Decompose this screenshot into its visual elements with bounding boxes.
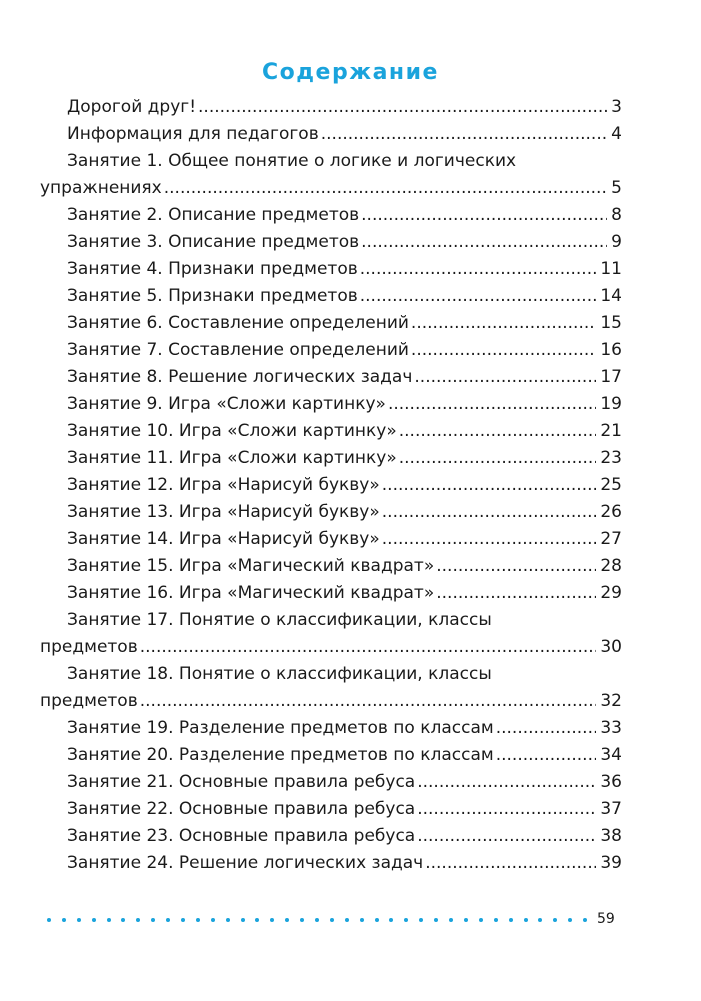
- footer-dot: [375, 918, 379, 922]
- dot-leader: [140, 688, 597, 714]
- toc-entry: [67, 499, 622, 525]
- toc-entry-title: Занятие 15. Игра «Магический квадрат»: [67, 556, 435, 576]
- toc-entry-page: 28: [600, 556, 622, 576]
- dot-leader: [496, 742, 597, 768]
- dot-leader: [140, 634, 597, 660]
- toc-entry: [67, 580, 622, 606]
- toc-entry-page: 16: [600, 340, 622, 360]
- toc-entry-title: Занятие 11. Игра «Сложи картинку»: [67, 448, 397, 468]
- footer-dot: [181, 918, 185, 922]
- toc-entry-title: Информация для педагогов: [67, 124, 319, 144]
- toc-entry: [67, 283, 622, 309]
- toc-entry-page: 34: [600, 745, 622, 765]
- toc-entry-title: Занятие 14. Игра «Нарисуй букву»: [67, 529, 380, 549]
- toc-entry-title: предметов: [40, 637, 138, 657]
- toc-entry: [67, 256, 622, 282]
- toc-entry: [67, 850, 622, 876]
- dot-leader: [198, 94, 607, 120]
- toc-entry-title: Занятие 4. Признаки предметов: [67, 259, 358, 279]
- toc-entry-page: 38: [600, 826, 622, 846]
- dot-leader: [411, 310, 596, 336]
- dot-leader: [164, 175, 607, 201]
- footer-dot: [151, 918, 155, 922]
- toc-entry: [67, 229, 622, 255]
- footer-dot: [449, 918, 453, 922]
- toc-entry-title: Занятие 19. Разделение предметов по классам: [67, 718, 494, 738]
- toc-entry-page: 25: [600, 475, 622, 495]
- toc-entry: [67, 472, 622, 498]
- toc-entry-title: Занятие 13. Игра «Нарисуй букву»: [67, 502, 380, 522]
- toc-entry-title: Занятие 9. Игра «Сложи картинку»: [67, 394, 386, 414]
- footer-dot: [583, 918, 587, 922]
- toc-entry-page: 4: [611, 124, 622, 144]
- dot-leader: [399, 445, 597, 471]
- toc-entry-page: 27: [600, 529, 622, 549]
- footer-dot: [494, 918, 498, 922]
- footer-dot: [107, 918, 111, 922]
- toc-entry-title: Занятие 10. Игра «Сложи картинку»: [67, 421, 397, 441]
- toc-entry-title-line: Занятие 18. Понятие о классификации, классы: [67, 664, 492, 684]
- footer-dot: [92, 918, 96, 922]
- toc-entry: [67, 310, 622, 336]
- dot-leader: [382, 499, 597, 525]
- toc-entry: [40, 634, 622, 660]
- toc-entry-title: Занятие 3. Описание предметов: [67, 232, 360, 252]
- toc-entry-page: 37: [600, 799, 622, 819]
- page-title: Содержание: [262, 60, 439, 85]
- footer-dot: [285, 918, 289, 922]
- toc-entry: [67, 796, 622, 822]
- toc-entry: [40, 688, 622, 714]
- dot-leader: [496, 715, 597, 741]
- toc-entry: [67, 823, 622, 849]
- toc-entry: [67, 94, 622, 120]
- toc-entry: [67, 418, 622, 444]
- toc-entry-title: Занятие 8. Решение логических задач: [67, 367, 413, 387]
- dot-leader: [361, 202, 607, 228]
- dot-leader: [425, 850, 596, 876]
- toc-entry-page: 5: [611, 178, 622, 198]
- dot-leader: [417, 769, 596, 795]
- toc-entry-page: 3: [611, 97, 622, 117]
- toc-entry-page: 8: [611, 205, 622, 225]
- footer-dot: [241, 918, 245, 922]
- toc-entry-title: Занятие 12. Игра «Нарисуй букву»: [67, 475, 380, 495]
- footer-dot: [121, 918, 125, 922]
- toc-entry-title: Занятие 21. Основные правила ребуса: [67, 772, 416, 792]
- toc-entry-page: 36: [600, 772, 622, 792]
- toc-entry-title: Дорогой друг!: [67, 97, 197, 117]
- dot-leader: [382, 472, 597, 498]
- dot-leader: [360, 256, 597, 282]
- dot-leader: [436, 553, 596, 579]
- toc-entry-title-line: Занятие 1. Общее понятие о логике и логических: [67, 151, 517, 171]
- footer-dot: [315, 918, 319, 922]
- footer-dot: [47, 918, 51, 922]
- toc-entry: [67, 364, 622, 390]
- toc-entry-title: Занятие 7. Составление определений: [67, 340, 409, 360]
- toc-entry: [67, 202, 622, 228]
- dot-leader: [417, 796, 596, 822]
- dot-leader: [382, 526, 597, 552]
- footer-dot: [136, 918, 140, 922]
- footer-dot: [568, 918, 572, 922]
- dot-leader: [321, 121, 607, 147]
- toc-entry: [67, 742, 622, 768]
- toc-entry-title: Занятие 23. Основные правила ребуса: [67, 826, 416, 846]
- footer-dot: [270, 918, 274, 922]
- footer-dot: [330, 918, 334, 922]
- toc-entry-page: 23: [600, 448, 622, 468]
- toc-entry-title: Занятие 6. Составление определений: [67, 313, 409, 333]
- toc-entry-page: 32: [600, 691, 622, 711]
- toc-entry-page: 29: [600, 583, 622, 603]
- dot-leader: [360, 283, 597, 309]
- toc-entry: [67, 769, 622, 795]
- footer-dot: [404, 918, 408, 922]
- footer-dot: [226, 918, 230, 922]
- toc-entry-title: Занятие 22. Основные правила ребуса: [67, 799, 416, 819]
- footer-dotted-rule: [47, 918, 598, 922]
- footer-dot: [255, 918, 259, 922]
- dot-leader: [411, 337, 596, 363]
- dot-leader: [361, 229, 607, 255]
- toc-entry-title: упражнениях: [40, 178, 162, 198]
- footer-dot: [345, 918, 349, 922]
- toc-entry: [67, 715, 622, 741]
- footer-dot: [62, 918, 66, 922]
- footer-dot: [553, 918, 557, 922]
- toc-entry-page: 19: [600, 394, 622, 414]
- footer-dot: [479, 918, 483, 922]
- dot-leader: [388, 391, 596, 417]
- toc-entry: [67, 337, 622, 363]
- toc-entry-page: 30: [600, 637, 622, 657]
- footer-dot: [196, 918, 200, 922]
- toc-entry-page: 15: [600, 313, 622, 333]
- toc-entry-title: Занятие 16. Игра «Магический квадрат»: [67, 583, 435, 603]
- toc-entry-page: 26: [600, 502, 622, 522]
- footer-dot: [524, 918, 528, 922]
- toc-entry-title: предметов: [40, 691, 138, 711]
- footer-dot: [434, 918, 438, 922]
- dot-leader: [436, 580, 596, 606]
- toc-entry-title-line: Занятие 17. Понятие о классификации, классы: [67, 610, 492, 630]
- toc-entry-title: Занятие 20. Разделение предметов по классам: [67, 745, 494, 765]
- dot-leader: [414, 364, 596, 390]
- toc-entry-page: 9: [611, 232, 622, 252]
- footer-dot: [211, 918, 215, 922]
- footer-dot: [419, 918, 423, 922]
- toc-entry-title: Занятие 2. Описание предметов: [67, 205, 360, 225]
- toc-entry-page: 33: [600, 718, 622, 738]
- footer-dot: [77, 918, 81, 922]
- footer-dot: [166, 918, 170, 922]
- footer-dot: [538, 918, 542, 922]
- toc-entry-page: 17: [600, 367, 622, 387]
- toc-entry-page: 39: [600, 853, 622, 873]
- toc-entry: [67, 553, 622, 579]
- footer-dot: [389, 918, 393, 922]
- toc-entry-title: Занятие 5. Признаки предметов: [67, 286, 358, 306]
- toc-entry-page: 21: [600, 421, 622, 441]
- toc-entry: [67, 391, 622, 417]
- toc-entry-title: Занятие 24. Решение логических задач: [67, 853, 424, 873]
- toc-entry: [67, 445, 622, 471]
- toc-entry: [67, 526, 622, 552]
- toc-entry: [67, 121, 622, 147]
- dot-leader: [399, 418, 597, 444]
- toc-entry-page: 14: [600, 286, 622, 306]
- dot-leader: [417, 823, 596, 849]
- page-number: 59: [597, 911, 615, 927]
- footer-dot: [360, 918, 364, 922]
- toc-entry-page: 11: [600, 259, 622, 279]
- footer-dot: [464, 918, 468, 922]
- toc-entry: [40, 175, 622, 201]
- footer-dot: [300, 918, 304, 922]
- footer-dot: [509, 918, 513, 922]
